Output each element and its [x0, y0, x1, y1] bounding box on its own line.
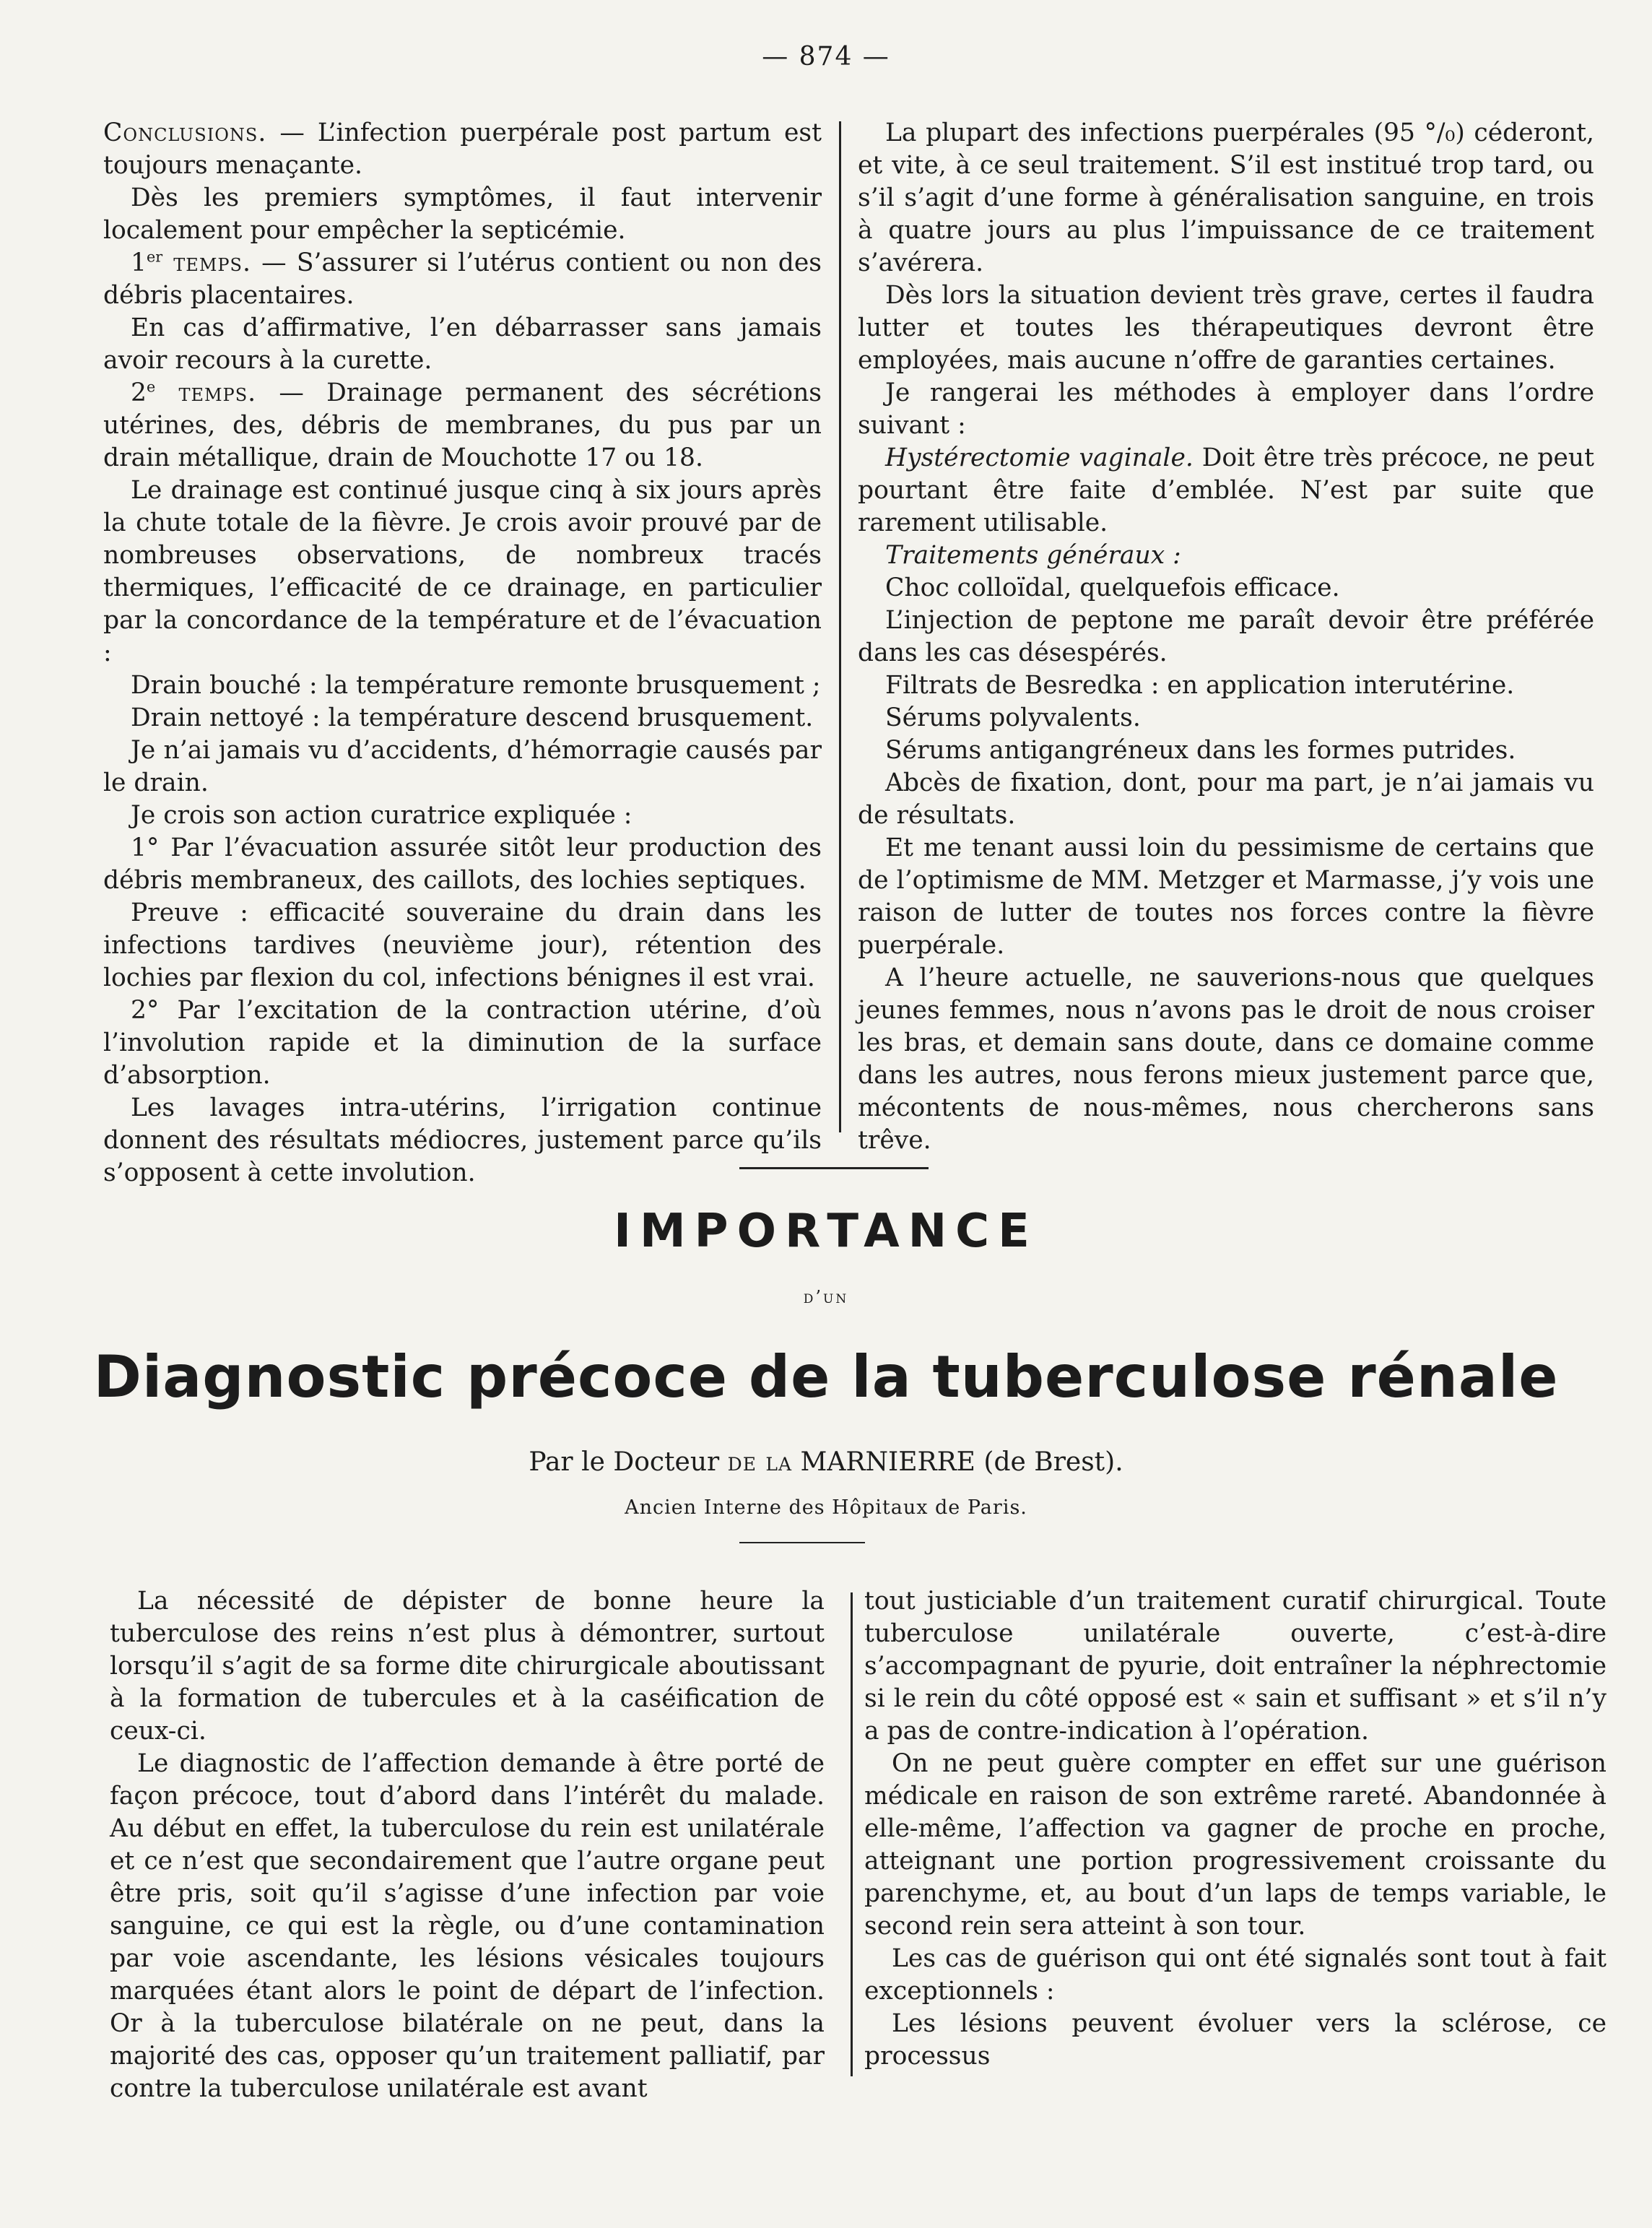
paragraph: Je crois son action curatrice expliquée : [131, 801, 632, 830]
article-title: Diagnostic précoce de la tuberculose rénale [93, 1343, 1559, 1410]
paragraph: Filtrats de Besredka : en application interutérine. [885, 671, 1515, 700]
paragraph: Je rangerai les méthodes à employer dans l’ordre suivant : [858, 378, 1594, 440]
paragraph: Traitements généraux : [885, 541, 1181, 570]
paragraph: Dès les premiers symptômes, il faut intervenir localement pour empêcher la septicémie. [103, 183, 822, 245]
article-right-column [864, 1585, 1607, 2073]
section-divider [739, 1167, 929, 1169]
paragraph: 2e temps. — Drainage permanent des sécrétions utérines, des, débris de membranes, du pus par un drain métallique, drain de Mouchotte 17 ou 18. [103, 378, 822, 472]
paragraph: Drain bouché : la température remonte brusquement ; [131, 671, 821, 700]
column-divider [839, 121, 841, 1132]
article-title-connector: d’un [803, 1287, 849, 1307]
paragraph: Hystérectomie vaginale. Doit être très précoce, ne peut pourtant être faite d’emblée. N’est par suite que rarement utilisable. [858, 443, 1594, 537]
article-left-column [110, 1585, 825, 2105]
paragraph: Le diagnostic de l’affection demande à être porté de façon précoce, tout d’abord dans l’intérêt du malade. Au début en effet, la tuberculose du rein est unilatérale et ce n’est que secondairement que l’autre organe peut être pris, soit qu’il s’agisse d’une infection par voie sanguine, ce qui est la règle, ou d’une contamination par voie ascendante, les lésions vésicales toujours marquées étant alors le point de départ de l’infection. Or à la tuberculose bilatérale on ne peut, dans la majorité des cas, opposer qu’un traitement palliatif, par contre la tuberculose unilatérale est avant [110, 1749, 825, 2103]
paragraph: La nécessité de dépister de bonne heure la tuberculose des reins n’est plus à démontrer, surtout lorsqu’il s’agit de sa forme dite chirurgicale aboutissant à la formation de tubercules et à la caséification de ceux-ci. [110, 1587, 825, 1746]
paragraph: A l’heure actuelle, ne sauverions-nous que quelques jeunes femmes, nous n’avons pas le droit de nous croiser les bras, et demain sans doute, dans ce domaine comme dans les autres, nous ferons mieux justement parce que, mécontents de nous-mêmes, nous chercherons sans trêve. [858, 963, 1594, 1155]
left-column [103, 117, 822, 1189]
column-divider [851, 1592, 853, 2076]
paragraph: Le drainage est continué jusque cinq à six jours après la chute totale de la fièvre. Je crois avoir prouvé par de nombreuses observations, de nombreux tracés thermiques, l’efficacité de ce drainage, en particulier par la concordance de la température et de l’évacuation : [103, 476, 822, 667]
paragraph: Preuve : efficacité souveraine du drain dans les infections tardives (neuvième jour), rétention des lochies par flexion du col, infections bénignes il est vrai. [103, 898, 822, 992]
article-title-kicker: IMPORTANCE [614, 1205, 1038, 1258]
section-lead: Conclusions. [103, 118, 267, 147]
paragraph: Sérums antigangréneux dans les formes putrides. [885, 736, 1516, 765]
paragraph: 1er temps. — S’assurer si l’utérus contient ou non des débris placentaires. [103, 248, 822, 310]
paragraph: Je n’ai jamais vu d’accidents, d’hémorragie causés par le drain. [103, 736, 822, 797]
paragraph: Sérums polyvalents. [885, 703, 1141, 732]
right-column [858, 117, 1594, 1157]
paragraph: On ne peut guère compter en effet sur une guérison médicale en raison de son extrême rareté. Abandonnée à elle-même, l’affection va gagner de proche en proche, atteignant une portion progressivement croissante du parenchyme, et, au bout d’un laps de temps variable, le second rein sera atteint à son tour. [864, 1749, 1607, 1941]
paragraph: 2° Par l’excitation de la contraction utérine, d’où l’involution rapide et la diminution de la surface d’absorption. [103, 996, 822, 1090]
paragraph: tout justiciable d’un traitement curatif chirurgical. Toute tuberculose unilatérale ouverte, c’est-à-dire s’accompagnant de pyurie, doit entraîner la néphrectomie si le rein du côté opposé est « sain et suffisant » et s’il n’y a pas de contre-indication à l’opération. [864, 1587, 1607, 1746]
paragraph: L’injection de peptone me paraît devoir être préférée dans les cas désespérés. [858, 606, 1594, 667]
paragraph: Les lésions peuvent évoluer vers la sclérose, ce processus [864, 2009, 1607, 2071]
paragraph: Les lavages intra-utérins, l’irrigation continue donnent des résultats médiocres, justement parce qu’ils s’opposent à cette involution. [103, 1093, 822, 1187]
paragraph: Abcès de fixation, dont, pour ma part, je n’ai jamais vu de résultats. [858, 768, 1594, 830]
paragraph: Dès lors la situation devient très grave, certes il faudra lutter et toutes les thérapeutiques devront être employées, mais aucune n’offre de garanties certaines. [858, 281, 1594, 375]
author-byline: Par le Docteur de la MARNIERRE (de Brest). [529, 1447, 1123, 1477]
paragraph: En cas d’affirmative, l’en débarrasser sans jamais avoir recours à la curette. [103, 313, 822, 375]
paragraph: Les cas de guérison qui ont été signalés sont tout à fait exceptionnels : [864, 1944, 1607, 2006]
header-divider [739, 1542, 865, 1543]
paragraph: Choc colloïdal, quelquefois efficace. [885, 573, 1340, 602]
paragraph: Conclusions. — L’infection puerpérale post partum est toujours menaçante. [103, 118, 822, 180]
paragraph: La plupart des infections puerpérales (95 °/₀) céderont, et vite, à ce seul traitement. S’il est institué trop tard, ou s’il s’agit d’une forme à généralisation sanguine, en trois à quatre jours au plus l’impuissance de ce traitement s’avérera. [858, 118, 1594, 277]
author-affiliation: Ancien Interne des Hôpitaux de Paris. [625, 1496, 1027, 1519]
paragraph: Et me tenant aussi loin du pessimisme de certains que de l’optimisme de MM. Metzger et Marmasse, j’y vois une raison de lutter de toutes nos forces contre la fièvre puerpérale. [858, 833, 1594, 960]
paragraph: Drain nettoyé : la température descend brusquement. [131, 703, 814, 732]
page-number: — 874 — [762, 42, 890, 71]
paragraph: 1° Par l’évacuation assurée sitôt leur production des débris membraneux, des caillots, des lochies septiques. [103, 833, 822, 895]
